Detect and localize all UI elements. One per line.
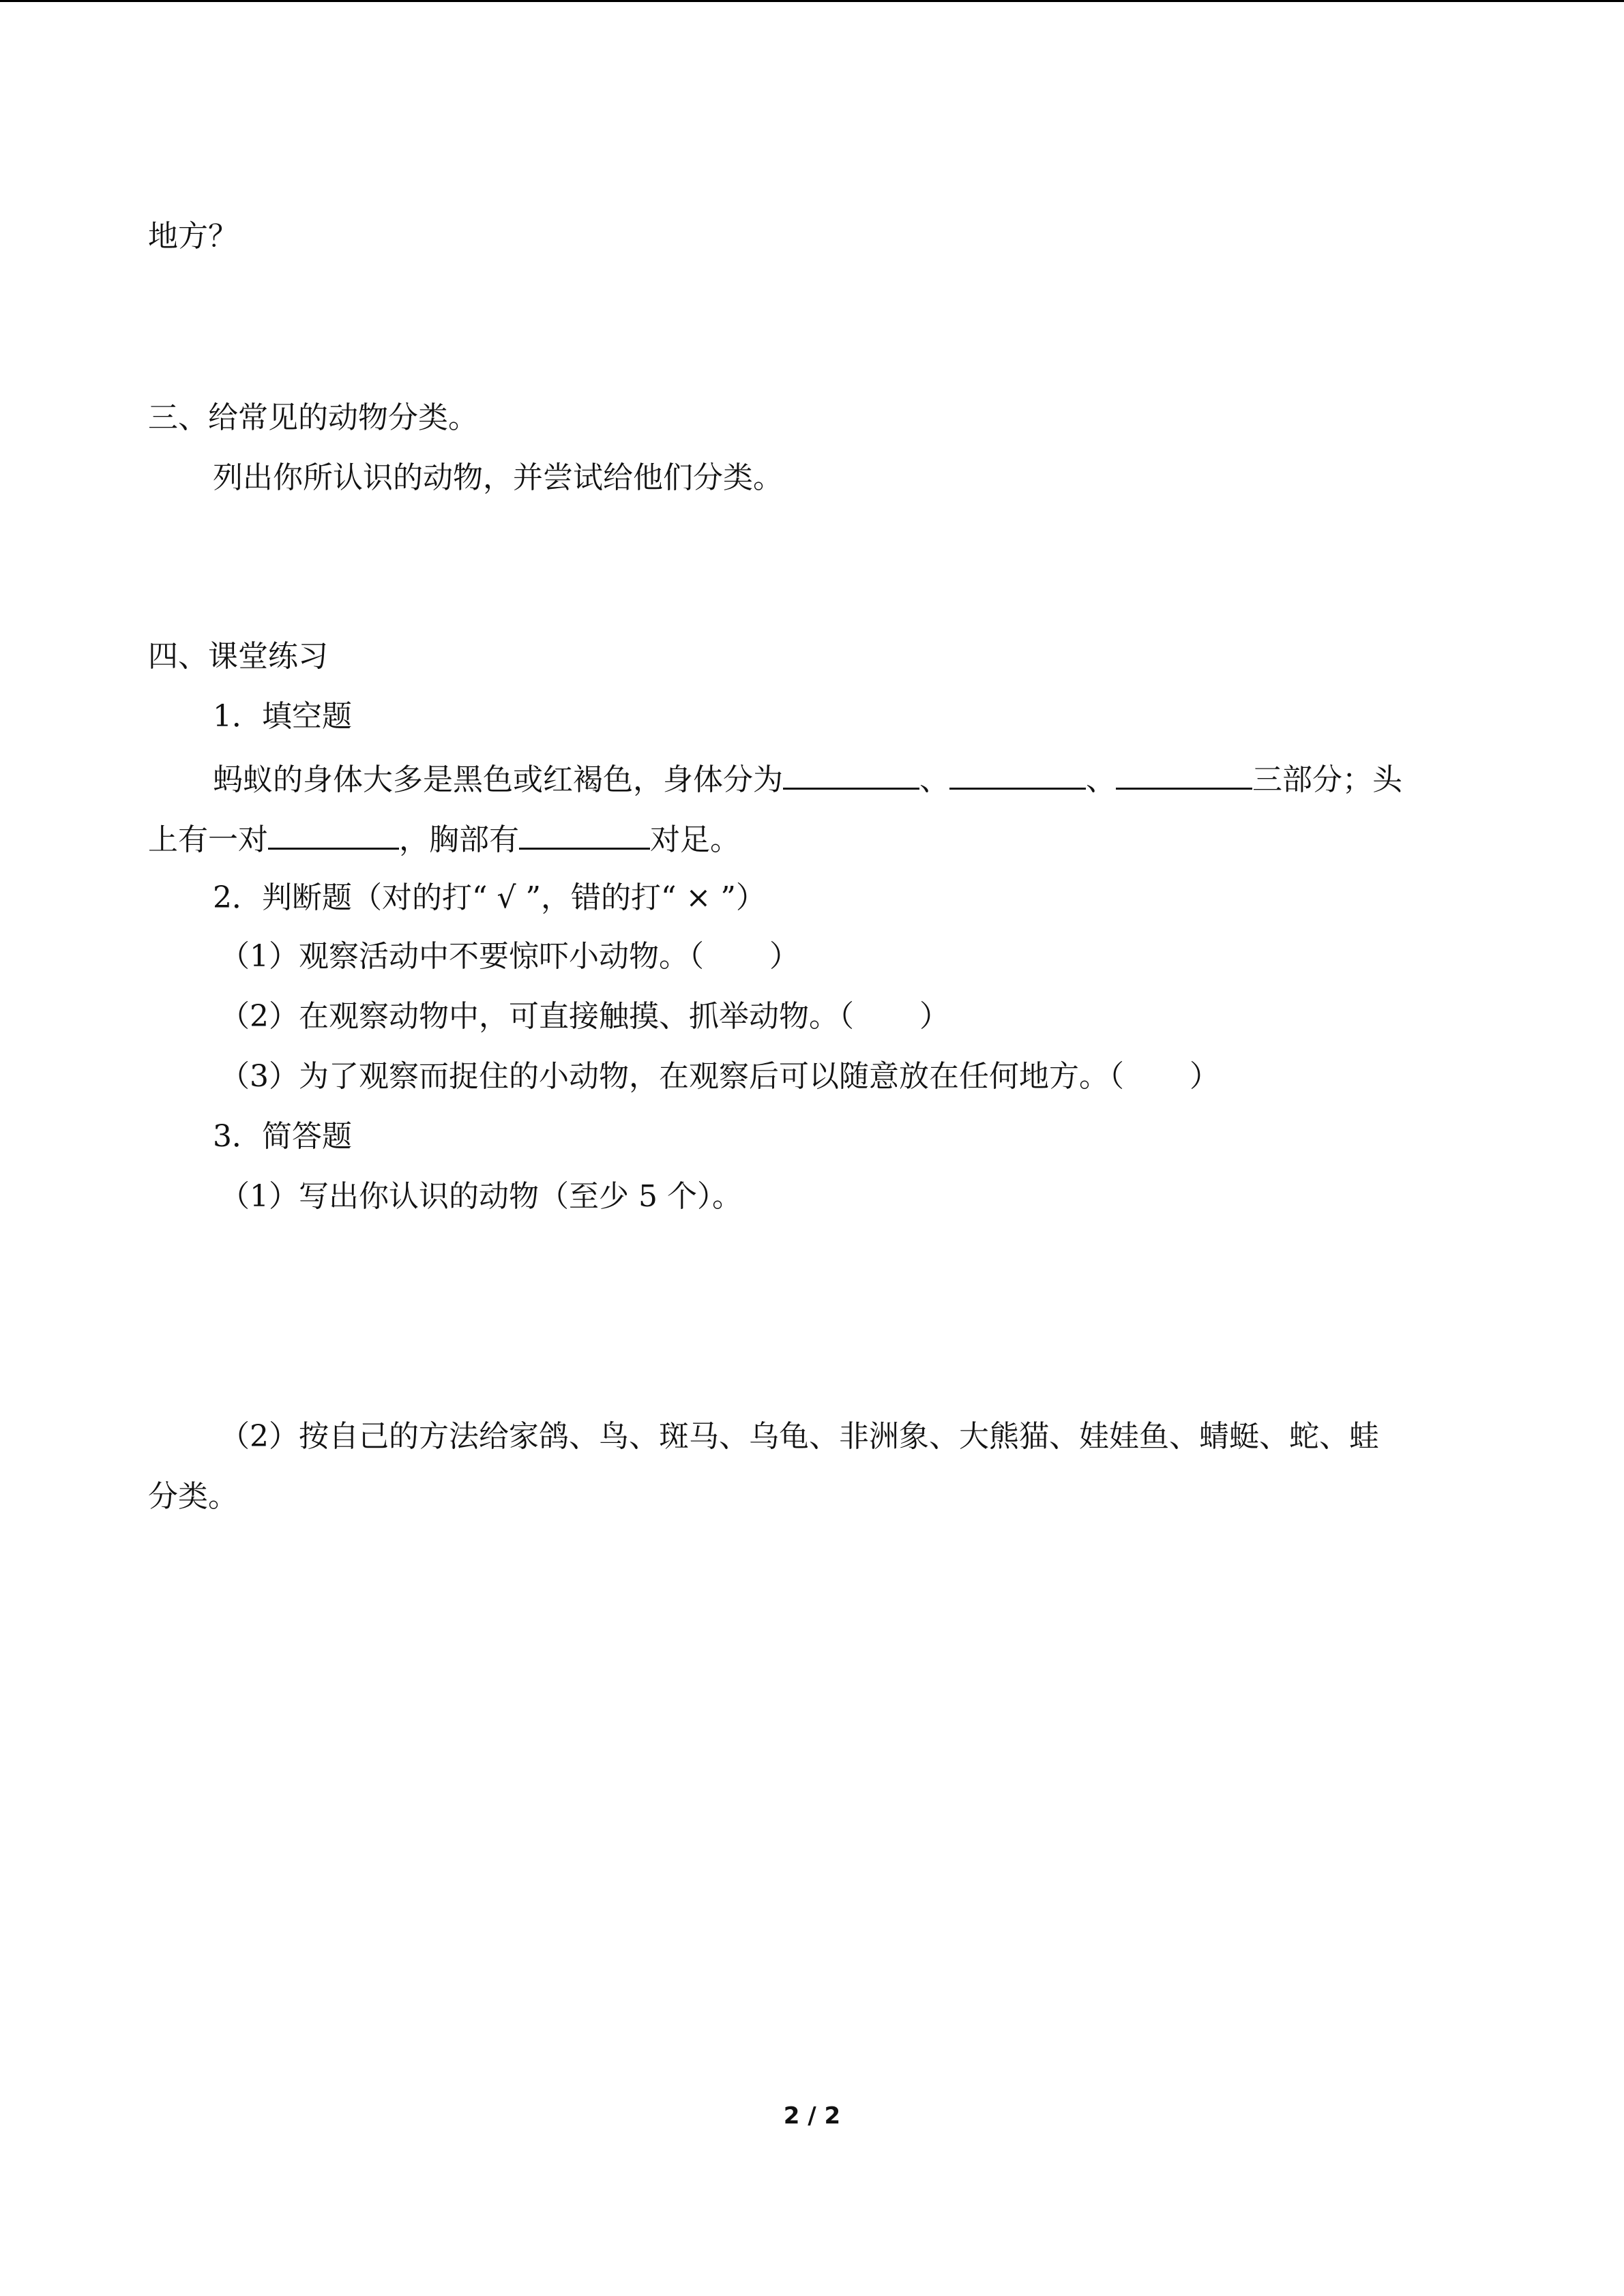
item-text: （2）在观察动物中，可直接触摸、抓举动物。（ xyxy=(220,999,854,1034)
answer-blank-1[interactable] xyxy=(783,759,919,790)
fill-in-blank-text: ，胸部有 xyxy=(399,822,519,857)
fill-in-blank-text: 三部分；头 xyxy=(1252,762,1402,797)
fill-in-blank-text: 蚂蚁的身体大多是黑色或红褐色，身体分为 xyxy=(213,762,783,797)
item-text: （3）为了观察而捉住的小动物，在观察后可以随意放在任何地方。（ xyxy=(220,1059,1124,1094)
short-answer-question-2-continued: 分类。 xyxy=(148,1479,238,1514)
close-paren: ） xyxy=(769,939,799,974)
separator: 、 xyxy=(919,762,949,797)
short-answer-heading: 3．简答题 xyxy=(213,1119,352,1154)
continued-question-text: 地方？ xyxy=(148,219,238,254)
short-answer-question-2: （2）按自己的方法给家鸽、鸟、斑马、乌龟、非洲象、大熊猫、娃娃鱼、蜻蜓、蛇、蛙 xyxy=(220,1419,1379,1454)
close-paren: ） xyxy=(919,999,949,1034)
answer-blank-5[interactable] xyxy=(519,819,650,850)
fill-in-blank-text: 对足。 xyxy=(650,822,740,857)
fill-in-blank-line-1 xyxy=(213,759,1402,799)
fill-in-blank-text: 上有一对 xyxy=(148,822,268,857)
short-answer-question-1: （1）写出你认识的动物（至少 5 个）。 xyxy=(220,1179,742,1214)
close-paren: ） xyxy=(1190,1059,1220,1094)
separator: 、 xyxy=(1086,762,1116,797)
section-3-instruction: 列出你所认识的动物，并尝试给他们分类。 xyxy=(213,460,783,495)
fill-in-blank-heading: 1．填空题 xyxy=(213,699,352,734)
item-text: （1）观察活动中不要惊吓小动物。（ xyxy=(220,939,704,974)
true-false-item-2 xyxy=(220,998,949,1036)
answer-blank-2[interactable] xyxy=(949,759,1086,790)
answer-blank-4[interactable] xyxy=(268,819,399,850)
page-number: 2 / 2 xyxy=(783,2102,841,2130)
section-3-heading: 三、给常见的动物分类。 xyxy=(148,400,478,435)
fill-in-blank-line-2 xyxy=(148,819,740,859)
true-false-item-3 xyxy=(220,1058,1220,1096)
true-false-item-1 xyxy=(220,938,799,976)
section-4-heading: 四、课堂练习 xyxy=(148,639,328,674)
answer-blank-3[interactable] xyxy=(1116,759,1252,790)
true-false-heading: 2．判断题（对的打“ √ ”，错的打“ × ”） xyxy=(213,880,766,915)
